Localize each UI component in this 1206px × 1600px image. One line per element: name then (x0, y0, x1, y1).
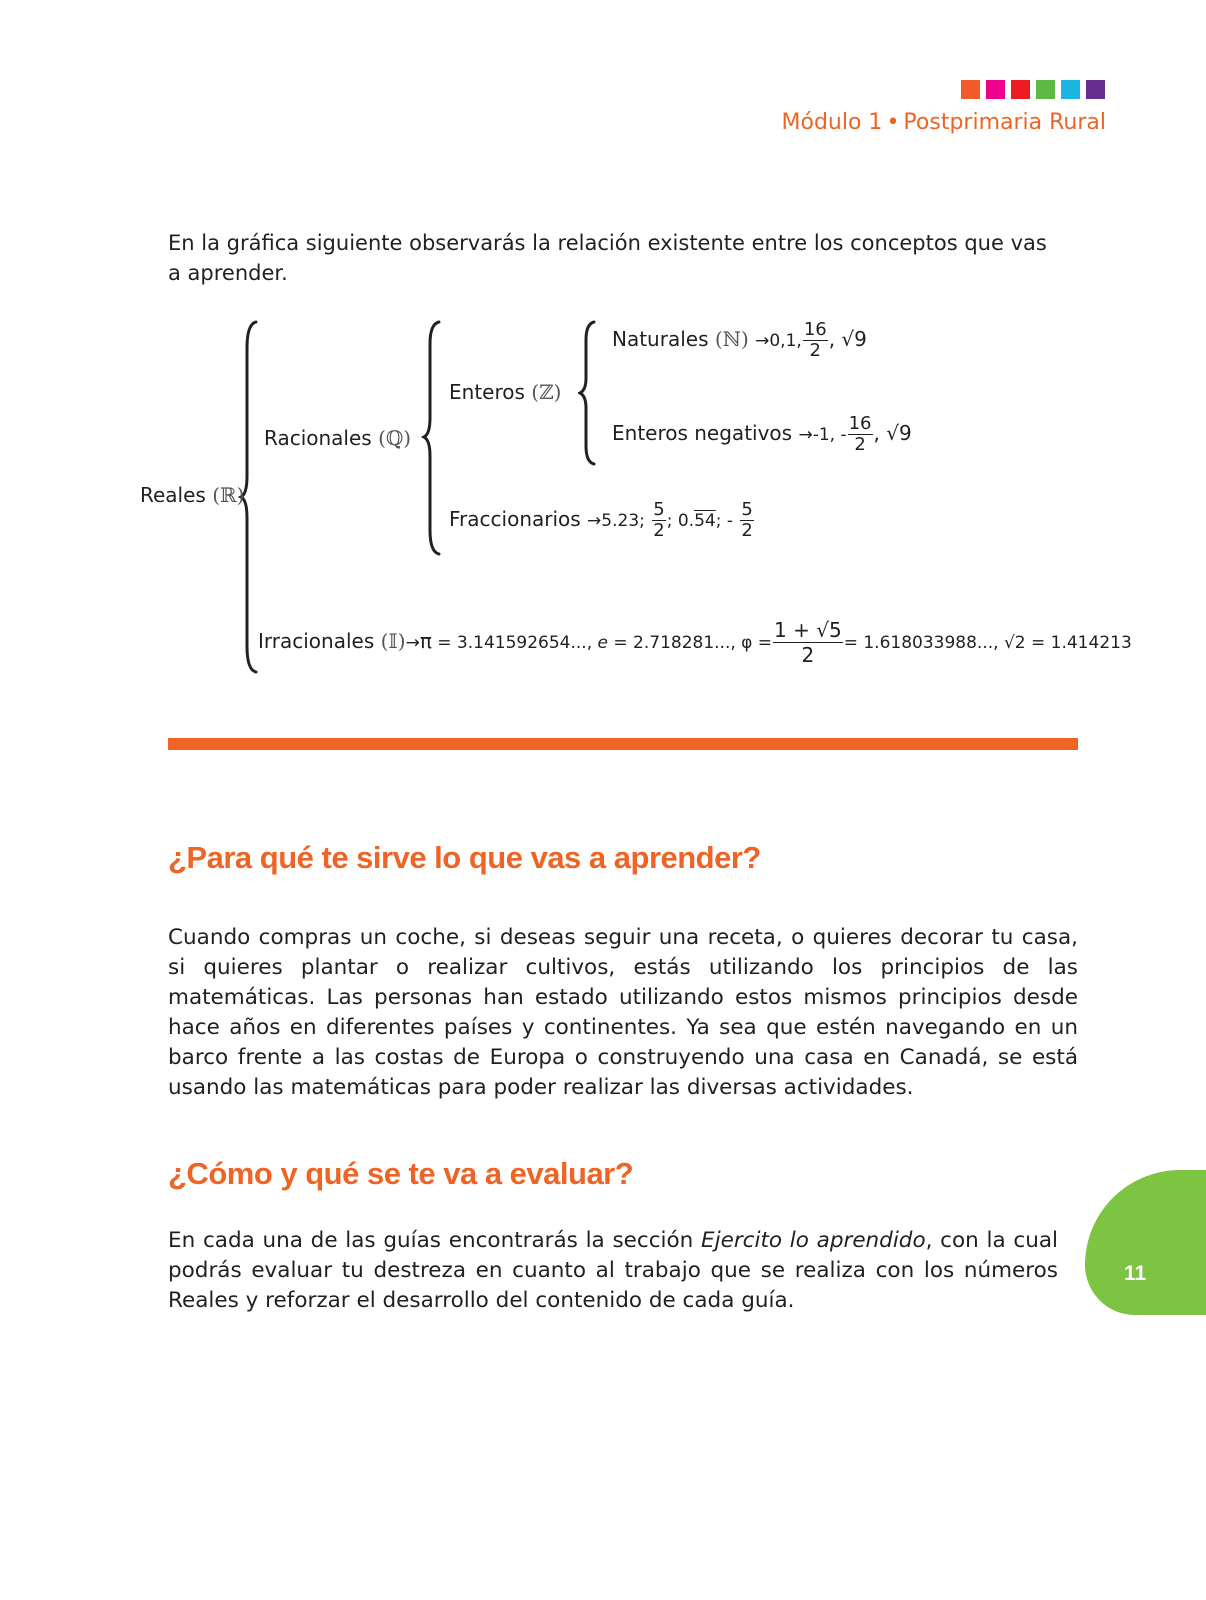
pi-symbol: π (419, 629, 432, 653)
e-value: = 2.718281..., φ = (607, 633, 773, 653)
reales-symbol: (ℝ) (212, 483, 245, 507)
reales-label (140, 483, 244, 507)
arrow-icon: → (755, 331, 770, 351)
phi-value: = 1.618033988..., √2 = 1.414213 (843, 633, 1132, 653)
fraccionarios-example: ; 0. (666, 511, 695, 531)
fraction-denominator: 2 (741, 520, 753, 541)
reales-text: Reales (140, 483, 206, 507)
fraction (803, 320, 828, 361)
color-square (1061, 80, 1080, 99)
negativos-tail: , √9 (873, 421, 912, 445)
negativos-text: Enteros negativos (612, 421, 793, 445)
fraction-denominator: 2 (653, 520, 665, 541)
fraccionarios-row (449, 500, 755, 541)
section-name-italic: Ejercito lo aprendido (701, 1228, 926, 1253)
racionales-label (264, 426, 411, 450)
enteros-label (449, 380, 561, 404)
fraccionarios-text: Fraccionarios (449, 507, 581, 531)
section-body-purpose: Cuando compras un coche, si deseas seguir una receta, o quieres decorar tu casa, si quieres plantar o realizar cultivos, estás utilizando los principios de las matemáticas. Las personas han estado utilizando estos mismos principios desde hace años en diferentes países y continentes. Ya sea que estén navegando en un barco frente a las costas de Europa o construyendo una casa en Canadá, se está usando las matemáticas para poder realizar las diversas actividades. (168, 925, 1078, 1100)
body-text: En cada una de las guías encontrarás la sección (168, 1228, 702, 1253)
brace-enteros (578, 318, 598, 468)
naturales-tail: , √9 (828, 327, 867, 351)
naturales-text: Naturales (612, 327, 709, 351)
e-symbol: e (597, 633, 608, 653)
naturales-symbol: (ℕ) (714, 327, 749, 351)
fraction (652, 500, 665, 541)
section-title-purpose: ¿Para qué te sirve lo que vas a aprender? (168, 840, 761, 875)
color-square (986, 80, 1005, 99)
repeating-decimal: 54 (694, 511, 716, 531)
irracionales-text: Irracionales (258, 629, 375, 653)
arrow-icon: → (405, 633, 420, 653)
fraction-denominator: 2 (801, 643, 815, 667)
negativos-examples: -1, - (812, 425, 847, 445)
enteros-symbol: (ℤ) (531, 380, 562, 404)
naturales-row (612, 320, 867, 361)
racionales-symbol: (ℚ) (378, 426, 412, 450)
section-divider (168, 738, 1078, 750)
fraccionarios-example: 5.23; (601, 511, 645, 531)
fraction-numerator: 1 + √5 (774, 618, 842, 642)
fraccionarios-example: ; - (715, 511, 733, 531)
page-number: 11 (1124, 1262, 1147, 1285)
fraction (848, 414, 873, 455)
body-text: , con la cual podrás evaluar tu destreza en cuanto al trabajo que se realiza con los números Reales y reforzar el desarrollo del contenido de cada guía. (168, 1228, 1058, 1313)
color-square (1011, 80, 1030, 99)
fraction (740, 500, 753, 541)
negativos-row (612, 414, 912, 455)
fraction-numerator: 5 (741, 499, 753, 520)
fraction-numerator: 5 (653, 499, 665, 520)
fraction-denominator: 2 (854, 434, 866, 455)
enteros-text: Enteros (449, 380, 525, 404)
fraction-numerator: 16 (803, 319, 827, 340)
fraction-denominator: 2 (809, 340, 821, 361)
color-square (961, 80, 980, 99)
fraction (773, 618, 843, 667)
naturales-examples: 0,1, (769, 331, 802, 351)
separator: • (886, 110, 900, 135)
pi-value: = 3.141592654..., (431, 633, 598, 653)
section-body-evaluation (168, 1226, 1058, 1316)
header-title (782, 110, 1106, 135)
program-label: Postprimaria Rural (903, 110, 1106, 135)
module-label: Módulo 1 (781, 110, 883, 135)
section-title-evaluation: ¿Cómo y qué se te va a evaluar? (168, 1156, 634, 1191)
arrow-icon: → (587, 511, 602, 531)
intro-text: En la gráfica siguiente observarás la relación existente entre los conceptos que vas a aprender. (168, 231, 1047, 285)
page-tab (1085, 1170, 1206, 1315)
racionales-text: Racionales (264, 426, 372, 450)
arrow-icon: → (798, 425, 813, 445)
color-square (1036, 80, 1055, 99)
irracionales-symbol: (𝕀) (380, 629, 406, 653)
color-square (1086, 80, 1105, 99)
brace-racionales (421, 318, 443, 558)
irracionales-row (258, 618, 1132, 667)
fraction-numerator: 16 (848, 413, 872, 434)
